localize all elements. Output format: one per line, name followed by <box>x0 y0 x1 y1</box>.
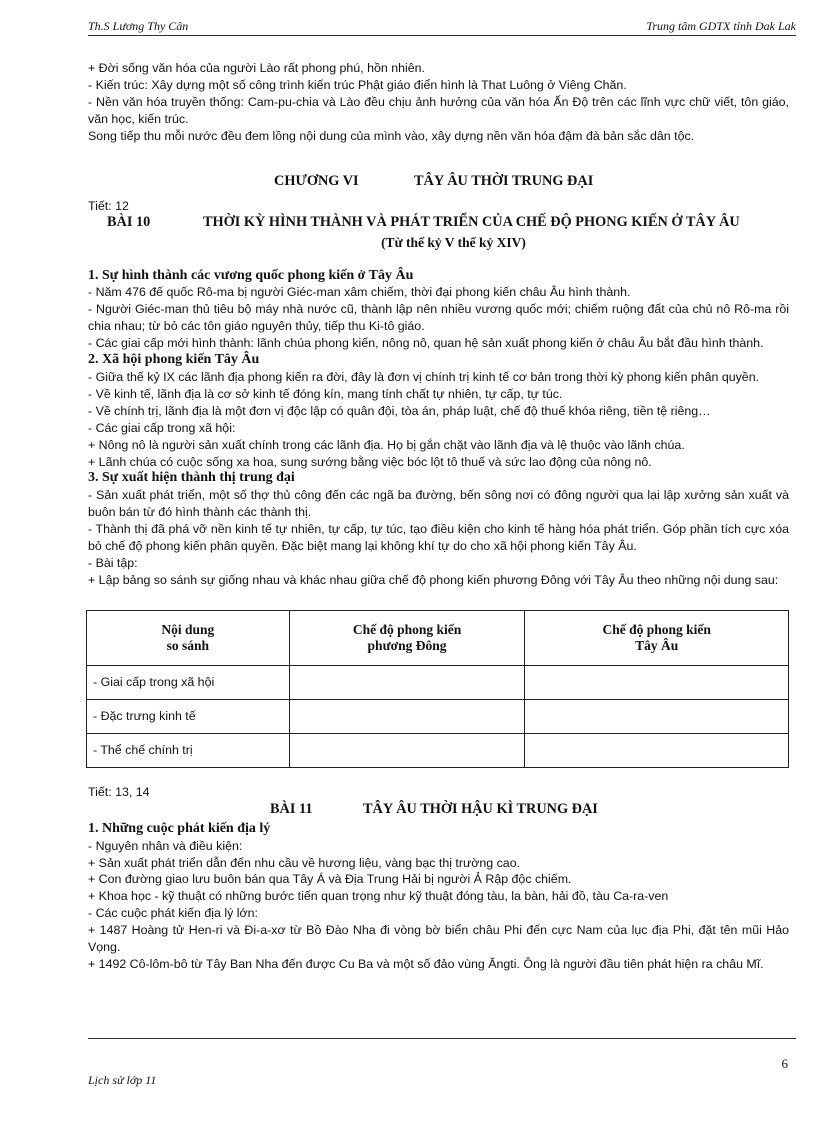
section-line: - Các giai cấp trong xã hội: <box>88 420 236 435</box>
page-number: 6 <box>781 1056 788 1071</box>
intro-line: + Đời sống văn hóa của người Lào rất phong phú, hồn nhiên. <box>88 61 425 75</box>
lesson-title: TÂY ÂU THỜI HẬU KÌ TRUNG ĐẠI <box>363 800 598 817</box>
lesson-subtitle: (Từ thế kỷ V thế kỷ XIV) <box>381 234 526 250</box>
section-heading: 3. Sự xuất hiện thành thị trung đại <box>88 470 295 486</box>
table-header-cell: Nội dung so sánh <box>87 610 290 665</box>
lesson-label: BÀI 11 <box>270 800 313 817</box>
lesson-heading <box>88 801 789 821</box>
section-line: + Lập bảng so sánh sự giống nhau và khác nhau giữa chế độ phong kiến phương Đông với Tây Âu theo những nội dung sau: <box>88 572 779 587</box>
section-line: - Giữa thế kỷ IX các lãnh địa phong kiến ra đời, đây là đơn vị chính trị kinh tế cơ bản trong thời kỳ phong kiến phân quyền. <box>88 369 760 384</box>
section-line: - Sản xuất phát triển, một số thợ thủ công đến các ngã ba đường, bến sông nơi có đông người qua lại lập xưởng sản xuất và buôn bán từ đó hình thành các thành thị. <box>88 488 789 520</box>
table-header-row <box>87 610 789 665</box>
table-cell-empty <box>525 665 789 699</box>
table-row-label: - Đặc trưng kinh tế <box>87 699 290 733</box>
table-cell-empty <box>289 665 525 699</box>
table-row <box>87 665 789 699</box>
section-line: - Bài tập: <box>88 555 138 570</box>
footer-subject: Lịch sử lớp 11 <box>88 1073 157 1087</box>
lesson-title: THỜI KỲ HÌNH THÀNH VÀ PHÁT TRIỂN CỦA CHẾ ĐỘ PHONG KIẾN Ở TÂY ÂU <box>203 213 740 230</box>
section-line: - Về chính trị, lãnh địa là một đơn vị độc lập có quân đội, tòa án, pháp luật, chế độ thuế khóa riêng, tiền tệ riêng… <box>88 403 711 418</box>
footer-divider <box>88 1038 796 1039</box>
table-cell-empty <box>289 733 525 767</box>
lesson-label: BÀI 10 <box>107 213 151 230</box>
table-header-cell: Chế độ phong kiến phương Đông <box>289 610 525 665</box>
header-organization: Trung tâm GDTX tỉnh Dak Lak <box>646 19 796 33</box>
table-row <box>87 699 789 733</box>
intro-line: Song tiếp thu mỗi nước đều đem lồng nội dung của mình vào, xây dựng nền văn hóa đậm đà bản sắc dân tộc. <box>88 128 695 143</box>
table-header-cell: Chế độ phong kiến Tây Âu <box>525 610 789 665</box>
section-heading: 2. Xã hội phong kiến Tây Âu <box>88 352 260 368</box>
comparison-table <box>86 610 789 768</box>
lesson-heading <box>88 214 789 234</box>
intro-line: - Kiến trúc: Xây dựng một số công trình kiến trúc Phật giáo điển hình là That Luông ở Viêng Chăn. <box>88 77 627 92</box>
section-line: - Người Giéc-man thủ tiêu bộ máy nhà nước cũ, thành lập nên nhiều vương quốc mới; chiếm ruộng đất của chủ nô Rô-ma rồi chia nhau; từ bỏ các tôn giáo nguyên thủy, tiếp thu Ki-tô giáo. <box>88 302 789 334</box>
table-row-label: - Giai cấp trong xã hội <box>87 665 290 699</box>
table-cell-empty <box>525 733 789 767</box>
section-line: + 1487 Hoàng tử Hen-ri và Đi-a-xơ từ Bồ Đào Nha đi vòng bờ biển châu Phi đến cực Nam của lục địa Phi, đặt tên mũi Hảo Vọng. <box>88 923 789 955</box>
lesson-period: Tiết: 12 <box>88 198 129 213</box>
section-line: + 1492 Cô-lôm-bô từ Tây Ban Nha đến được Cu Ba và một số đảo vùng Ăngti. Ông là người đầu tiên phát hiện ra châu Mĩ. <box>88 957 764 971</box>
section-heading: 1. Những cuộc phát kiến địa lý <box>88 820 271 836</box>
page-header <box>88 17 796 36</box>
lesson-period: Tiết: 13, 14 <box>88 784 150 799</box>
intro-line: - Nền văn hóa truyền thống: Cam-pu-chia và Lào đều chịu ảnh hưởng của văn hóa Ấn Độ trên các lĩnh vực chữ viết, tôn giáo, văn học, kiến trúc. <box>88 94 789 126</box>
table-row-label: - Thể chế chính trị <box>87 733 290 767</box>
document-body <box>88 60 789 973</box>
chapter-title: TÂY ÂU THỜI TRUNG ĐẠI <box>414 172 594 189</box>
table-cell-empty <box>525 699 789 733</box>
section-line: - Các cuộc phát kiến địa lý lớn: <box>88 906 258 921</box>
section-line: + Con đường giao lưu buôn bán qua Tây Á và Địa Trung Hải bị người Ả Rập độc chiếm. <box>88 872 572 887</box>
section-line: - Nguyên nhân và điều kiện: <box>88 838 243 853</box>
section-line: - Thành thị đã phá vỡ nền kinh tế tự nhiên, tự cấp, tự túc, tạo điều kiện cho kinh tế hàng hóa phát triển. Góp phần tích cực xóa bỏ chế độ phong kiến phân quyền. Đặc biệt mang lại không khí tự do cho xã hội phong kiến Tây Âu. <box>88 522 789 554</box>
table-row <box>87 733 789 767</box>
section-line: - Năm 476 đế quốc Rô-ma bị người Giéc-man xâm chiếm, thời đại phong kiến châu Âu hình thành. <box>88 285 631 300</box>
section-line: + Khoa học - kỹ thuật có những bước tiến quan trọng như kỹ thuật đóng tàu, la bàn, hải đồ, tàu Ca-ra-ven <box>88 889 669 904</box>
chapter-heading <box>88 173 789 193</box>
section-line: - Về kinh tế, lãnh địa là cơ sở kinh tế đóng kín, mang tính chất tự nhiên, tự cấp, tự túc. <box>88 386 563 401</box>
section-line: - Các giai cấp mới hình thành: lãnh chúa phong kiến, nông nô, quan hệ sản xuất phong kiến ở châu Âu bắt đầu hình thành. <box>88 336 764 351</box>
table-cell-empty <box>289 699 525 733</box>
section-heading: 1. Sự hình thành các vương quốc phong kiến ở Tây Âu <box>88 267 414 283</box>
section-line: + Nông nô là người sản xuất chính trong các lãnh địa. Họ bị gắn chặt vào lãnh địa và lệ thuộc vào lãnh chúa. <box>88 437 685 452</box>
chapter-number: CHƯƠNG VI <box>274 172 359 189</box>
section-line: + Sản xuất phát triển dẫn đến nhu cầu về hương liệu, vàng bạc thị trường cao. <box>88 855 521 870</box>
section-line: + Lãnh chúa có cuộc sống xa hoa, sung sướng bằng việc bóc lột tô thuế và sức lao động của nông nô. <box>88 454 652 469</box>
header-author: Th.S Lương Thy Cân <box>88 19 189 33</box>
